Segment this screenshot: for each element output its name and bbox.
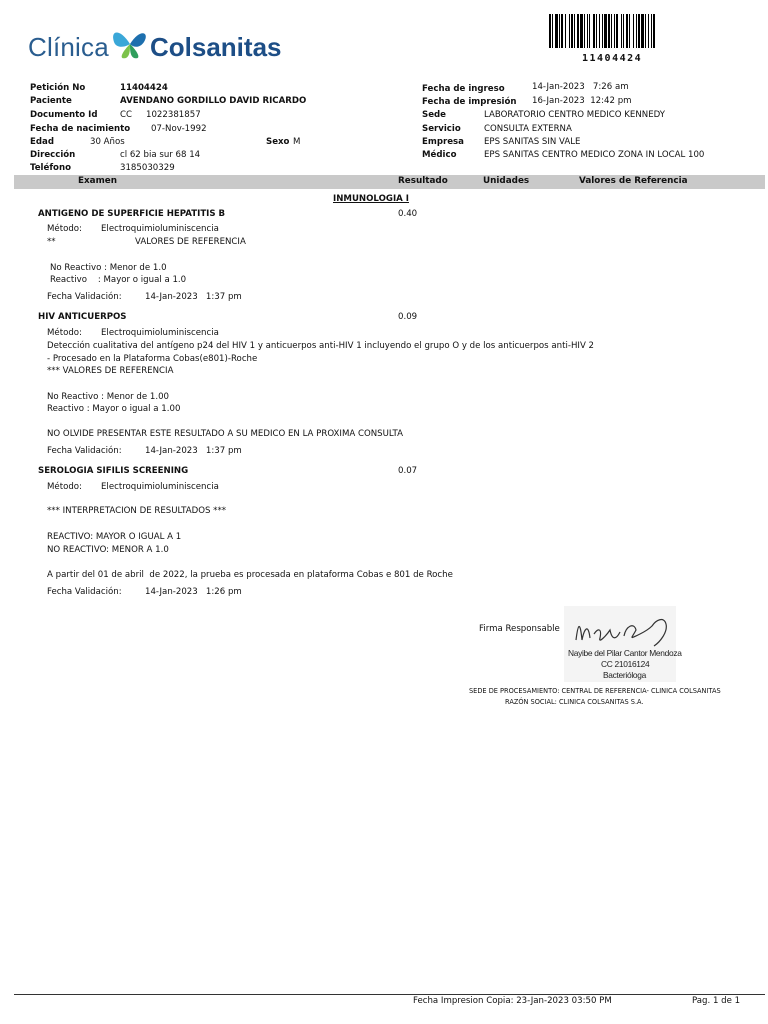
- servicio-value: CONSULTA EXTERNA: [484, 124, 572, 134]
- section-title: INMUNOLOGIA I: [333, 194, 409, 204]
- barcode-bar: [651, 14, 652, 48]
- test3-validation-value: 14-Jan-2023 1:26 pm: [145, 587, 242, 597]
- barcode-bar: [580, 14, 583, 48]
- column-unidades: Unidades: [483, 176, 530, 186]
- test1-metodo-label: Método:: [47, 224, 82, 234]
- paciente-value: AVENDANO GORDILLO DAVID RICARDO: [120, 96, 307, 106]
- test1-metodo: Electroquimioluminiscencia: [101, 224, 219, 234]
- medico-value: EPS SANITAS CENTRO MEDICO ZONA IN LOCAL 100: [484, 150, 705, 160]
- barcode-bar: [636, 14, 637, 48]
- servicio-label: Servicio: [422, 124, 461, 134]
- signature-name: Nayibe del Pilar Cantor Mendoza: [568, 648, 682, 658]
- processing-sede: SEDE DE PROCESAMIENTO: CENTRAL DE REFERENCIA- CLINICA COLSANITAS: [469, 687, 721, 695]
- edad-label: Edad: [30, 137, 54, 147]
- test2-ref1: No Reactivo : Menor de 1.00: [47, 392, 170, 402]
- butterfly-icon: [110, 26, 150, 62]
- test2-result: 0.09: [398, 312, 418, 322]
- barcode-bar: [552, 14, 553, 48]
- test1-ref2: Reactivo : Mayor o igual a 1.0: [50, 275, 187, 285]
- documento-type: CC: [120, 110, 133, 120]
- sede-value: LABORATORIO CENTRO MEDICO KENNEDY: [484, 110, 666, 120]
- barcode-bar: [653, 14, 655, 48]
- handwritten-signature: [570, 610, 674, 650]
- barcode-bar: [611, 14, 612, 48]
- ingreso-value: 14-Jan-2023 7:26 am: [532, 82, 629, 92]
- footer-divider: [14, 994, 765, 995]
- test1-ref-title: VALORES DE REFERENCIA: [135, 237, 246, 247]
- test2-desc2: - Procesado en la Plataforma Cobas(e801)-Roche: [47, 354, 258, 364]
- column-resultado: Resultado: [398, 176, 448, 186]
- logo-word-colsanitas: Colsanitas: [150, 32, 282, 62]
- test2-note: NO OLVIDE PRESENTAR ESTE RESULTADO A SU MEDICO EN LA PROXIMA CONSULTA: [47, 429, 403, 439]
- barcode-bar: [593, 14, 595, 48]
- impresion-value: 16-Jan-2023 12:42 pm: [532, 96, 632, 106]
- test2-validation-value: 14-Jan-2023 1:37 pm: [145, 446, 242, 456]
- documento-label: Documento Id: [30, 110, 98, 120]
- test3-name: SEROLOGIA SIFILIS SCREENING: [38, 466, 189, 476]
- medico-label: Médico: [422, 150, 457, 160]
- footer-copy-date: Fecha Impresion Copia: 23-Jan-2023 03:50 PM: [413, 996, 612, 1006]
- test3-metodo: Electroquimioluminiscencia: [101, 482, 219, 492]
- barcode-bar: [589, 14, 590, 48]
- test3-result: 0.07: [398, 466, 418, 476]
- barcode-bar: [638, 14, 640, 48]
- barcode-bar: [555, 14, 558, 48]
- test1-result: 0.40: [398, 209, 418, 219]
- barcode-bar: [629, 14, 630, 48]
- signature-role: Bacterióloga: [603, 670, 646, 680]
- footer-page: Pag. 1 de 1: [692, 996, 741, 1006]
- processing-razon: RAZÓN SOCIAL: CLINICA COLSANITAS S.A.: [505, 698, 644, 706]
- sexo-value: M: [293, 137, 301, 147]
- barcode-bar: [596, 14, 597, 48]
- barcode-bar: [565, 14, 566, 48]
- direccion-label: Dirección: [30, 150, 76, 160]
- barcode-bar: [571, 14, 573, 48]
- signature-cc: CC 21016124: [601, 659, 650, 669]
- empresa-label: Empresa: [422, 137, 464, 147]
- barcode: [549, 14, 697, 48]
- test2-metodo-label: Método:: [47, 328, 82, 338]
- test3-metodo-label: Método:: [47, 482, 82, 492]
- test2-ref-title: *** VALORES DE REFERENCIA: [47, 366, 174, 376]
- barcode-bar: [616, 14, 618, 48]
- sexo-label: Sexo: [266, 137, 290, 147]
- test2-name: HIV ANTICUERPOS: [38, 312, 127, 322]
- results-table-header: [14, 175, 765, 189]
- column-valores: Valores de Referencia: [579, 176, 688, 186]
- barcode-bar: [645, 14, 646, 48]
- test1-validation-label: Fecha Validación:: [47, 292, 122, 302]
- barcode-bar: [577, 14, 579, 48]
- test3-note: A partir del 01 de abril de 2022, la prueba es procesada en plataforma Cobas e 801 de Roche: [47, 570, 453, 580]
- barcode-bar: [608, 14, 610, 48]
- clinic-logo: [28, 24, 288, 68]
- test3-ref1: REACTIVO: MAYOR O IGUAL A 1: [47, 532, 182, 542]
- edad-value: 30 Años: [90, 137, 125, 147]
- test3-interpretation: *** INTERPRETACION DE RESULTADOS ***: [47, 506, 227, 516]
- barcode-bar: [626, 14, 628, 48]
- barcode-bar: [584, 14, 585, 48]
- barcode-bar: [549, 14, 551, 48]
- paciente-label: Paciente: [30, 96, 72, 106]
- test3-validation-label: Fecha Validación:: [47, 587, 122, 597]
- test2-ref2: Reactivo : Mayor o igual a 1.00: [47, 404, 181, 414]
- barcode-bar: [599, 14, 600, 48]
- test1-validation-value: 14-Jan-2023 1:37 pm: [145, 292, 242, 302]
- barcode-bar: [648, 14, 649, 48]
- impresion-label: Fecha de impresión: [422, 97, 517, 107]
- documento-value: 1022381857: [146, 110, 201, 120]
- peticion-label: Petición No: [30, 83, 86, 93]
- nacimiento-value: 07-Nov-1992: [151, 124, 207, 134]
- barcode-bar: [641, 14, 644, 48]
- peticion-value: 11404424: [120, 83, 168, 93]
- barcode-bar: [569, 14, 570, 48]
- barcode-bar: [614, 14, 615, 48]
- barcode-bar: [623, 14, 624, 48]
- column-examen: Examen: [78, 176, 118, 186]
- test1-ref1: No Reactivo : Menor de 1.0: [50, 263, 167, 273]
- barcode-bar: [561, 14, 563, 48]
- nacimiento-label: Fecha de nacimiento: [30, 124, 131, 134]
- logo-word-clinica: Clínica: [28, 32, 109, 62]
- barcode-bar: [559, 14, 560, 48]
- barcode-bar: [587, 14, 588, 48]
- sede-label: Sede: [422, 110, 446, 120]
- direccion-value: cl 62 bia sur 68 14: [120, 150, 201, 160]
- ingreso-label: Fecha de ingreso: [422, 84, 505, 94]
- barcode-bar: [574, 14, 575, 48]
- barcode-bar: [604, 14, 607, 48]
- test3-ref2: NO REACTIVO: MENOR A 1.0: [47, 545, 169, 555]
- test1-name: ANTIGENO DE SUPERFICIE HEPATITIS B: [38, 209, 226, 219]
- barcode-bar: [621, 14, 622, 48]
- barcode-number: 11404424: [582, 53, 643, 64]
- telefono-value: 3185030329: [120, 163, 175, 173]
- test2-validation-label: Fecha Validación:: [47, 446, 122, 456]
- test2-metodo: Electroquimioluminiscencia: [101, 328, 219, 338]
- signature-label: Firma Responsable: [479, 624, 560, 634]
- signature-block: [564, 606, 682, 682]
- barcode-bar: [633, 14, 634, 48]
- telefono-label: Teléfono: [30, 163, 71, 173]
- empresa-value: EPS SANITAS SIN VALE: [484, 137, 581, 147]
- test1-stars: **: [47, 237, 56, 247]
- barcode-bar: [602, 14, 603, 48]
- test2-desc1: Detección cualitativa del antígeno p24 del HIV 1 y anticuerpos anti-HIV 1 incluyendo el grupo O y de los anticuerpos anti-HIV 2: [47, 341, 595, 351]
